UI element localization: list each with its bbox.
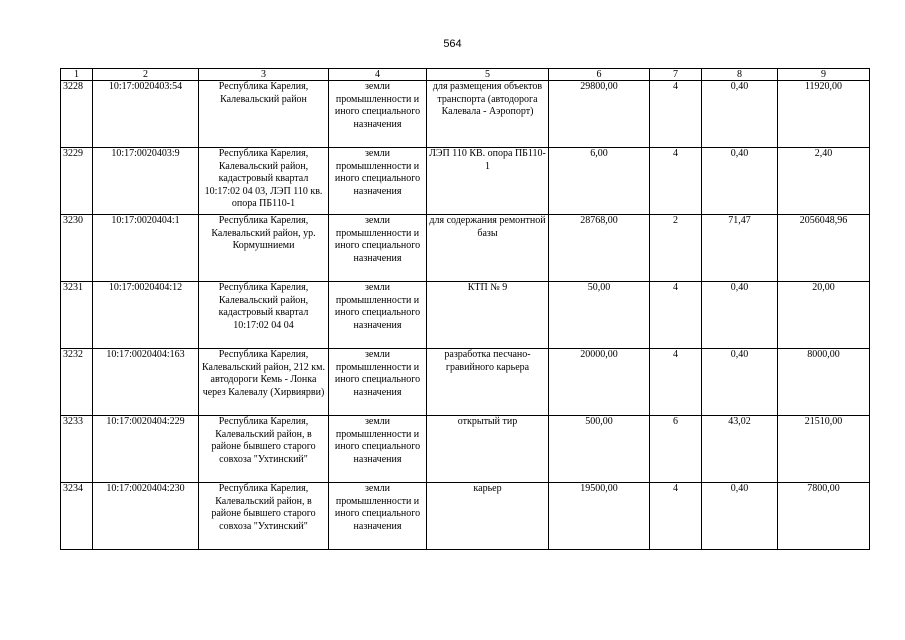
row-number-cell: 3234 bbox=[61, 483, 93, 550]
permitted-use-cell: для размещения объектов транспорта (автодорога Калевала - Аэропорт) bbox=[427, 81, 549, 148]
value-cell: 21510,00 bbox=[778, 416, 870, 483]
area-cell: 500,00 bbox=[549, 416, 650, 483]
land-category-cell: земли промышленности и иного специального назначения bbox=[329, 483, 427, 550]
area-cell: 6,00 bbox=[549, 148, 650, 215]
address-cell: Республика Карелия, Калевальский район, 212 км. автодороги Кемь - Лонка через Калевалу (Хирвиярви) bbox=[199, 349, 329, 416]
row-number-cell: 3233 bbox=[61, 416, 93, 483]
cadastral-number-cell: 10:17:0020404:230 bbox=[93, 483, 199, 550]
value-cell: 11920,00 bbox=[778, 81, 870, 148]
table-row bbox=[61, 148, 870, 215]
row-number-cell: 3229 bbox=[61, 148, 93, 215]
group-cell: 4 bbox=[650, 349, 702, 416]
column-header: 8 bbox=[702, 69, 778, 81]
group-cell: 4 bbox=[650, 483, 702, 550]
cadastral-number-cell: 10:17:0020404:12 bbox=[93, 282, 199, 349]
column-header: 4 bbox=[329, 69, 427, 81]
rate-cell: 0,40 bbox=[702, 483, 778, 550]
column-header: 6 bbox=[549, 69, 650, 81]
permitted-use-cell: карьер bbox=[427, 483, 549, 550]
land-category-cell: земли промышленности и иного специального назначения bbox=[329, 282, 427, 349]
value-cell: 2056048,96 bbox=[778, 215, 870, 282]
cadastral-number-cell: 10:17:0020404:163 bbox=[93, 349, 199, 416]
rate-cell: 71,47 bbox=[702, 215, 778, 282]
address-cell: Республика Карелия, Калевальский район, ур. Кормушниеми bbox=[199, 215, 329, 282]
table-row bbox=[61, 483, 870, 550]
table-row bbox=[61, 349, 870, 416]
value-cell: 2,40 bbox=[778, 148, 870, 215]
value-cell: 7800,00 bbox=[778, 483, 870, 550]
permitted-use-cell: разработка песчано-гравийного карьера bbox=[427, 349, 549, 416]
area-cell: 20000,00 bbox=[549, 349, 650, 416]
permitted-use-cell: КТП № 9 bbox=[427, 282, 549, 349]
column-header: 2 bbox=[93, 69, 199, 81]
address-cell: Республика Карелия, Калевальский район, кадастровый квартал 10:17:02 04 03, ЛЭП 110 кв. опора ПБ110-1 bbox=[199, 148, 329, 215]
address-cell: Республика Карелия, Калевальский район, в районе бывшего старого совхоза "Ухтинский" bbox=[199, 416, 329, 483]
column-header: 7 bbox=[650, 69, 702, 81]
group-cell: 4 bbox=[650, 81, 702, 148]
land-category-cell: земли промышленности и иного специального назначения bbox=[329, 215, 427, 282]
cadastral-number-cell: 10:17:0020404:1 bbox=[93, 215, 199, 282]
land-category-cell: земли промышленности и иного специального назначения bbox=[329, 349, 427, 416]
table-row bbox=[61, 416, 870, 483]
area-cell: 19500,00 bbox=[549, 483, 650, 550]
page-number: 564 bbox=[443, 38, 462, 50]
rate-cell: 0,40 bbox=[702, 81, 778, 148]
area-cell: 28768,00 bbox=[549, 215, 650, 282]
cadastral-number-cell: 10:17:0020403:54 bbox=[93, 81, 199, 148]
land-registry-table bbox=[60, 68, 870, 550]
area-cell: 50,00 bbox=[549, 282, 650, 349]
table-row bbox=[61, 215, 870, 282]
value-cell: 20,00 bbox=[778, 282, 870, 349]
group-cell: 2 bbox=[650, 215, 702, 282]
column-header: 1 bbox=[61, 69, 93, 81]
address-cell: Республика Карелия, Калевальский район, кадастровый квартал 10:17:02 04 04 bbox=[199, 282, 329, 349]
group-cell: 4 bbox=[650, 148, 702, 215]
address-cell: Республика Карелия, Калевальский район bbox=[199, 81, 329, 148]
column-header: 3 bbox=[199, 69, 329, 81]
permitted-use-cell: ЛЭП 110 КВ. опора ПБ110-1 bbox=[427, 148, 549, 215]
land-category-cell: земли промышленности и иного специального назначения bbox=[329, 148, 427, 215]
rate-cell: 0,40 bbox=[702, 148, 778, 215]
column-header: 5 bbox=[427, 69, 549, 81]
table-row bbox=[61, 282, 870, 349]
area-cell: 29800,00 bbox=[549, 81, 650, 148]
permitted-use-cell: для содержания ремонтной базы bbox=[427, 215, 549, 282]
row-number-cell: 3230 bbox=[61, 215, 93, 282]
land-category-cell: земли промышленности и иного специального назначения bbox=[329, 81, 427, 148]
header-row bbox=[61, 69, 870, 81]
group-cell: 6 bbox=[650, 416, 702, 483]
rate-cell: 0,40 bbox=[702, 349, 778, 416]
row-number-cell: 3228 bbox=[61, 81, 93, 148]
group-cell: 4 bbox=[650, 282, 702, 349]
cadastral-number-cell: 10:17:0020404:229 bbox=[93, 416, 199, 483]
column-header: 9 bbox=[778, 69, 870, 81]
address-cell: Республика Карелия, Калевальский район, в районе бывшего старого совхоза "Ухтинский" bbox=[199, 483, 329, 550]
land-category-cell: земли промышленности и иного специального назначения bbox=[329, 416, 427, 483]
rate-cell: 0,40 bbox=[702, 282, 778, 349]
row-number-cell: 3231 bbox=[61, 282, 93, 349]
row-number-cell: 3232 bbox=[61, 349, 93, 416]
rate-cell: 43,02 bbox=[702, 416, 778, 483]
permitted-use-cell: открытый тир bbox=[427, 416, 549, 483]
cadastral-number-cell: 10:17:0020403:9 bbox=[93, 148, 199, 215]
table-row bbox=[61, 81, 870, 148]
value-cell: 8000,00 bbox=[778, 349, 870, 416]
